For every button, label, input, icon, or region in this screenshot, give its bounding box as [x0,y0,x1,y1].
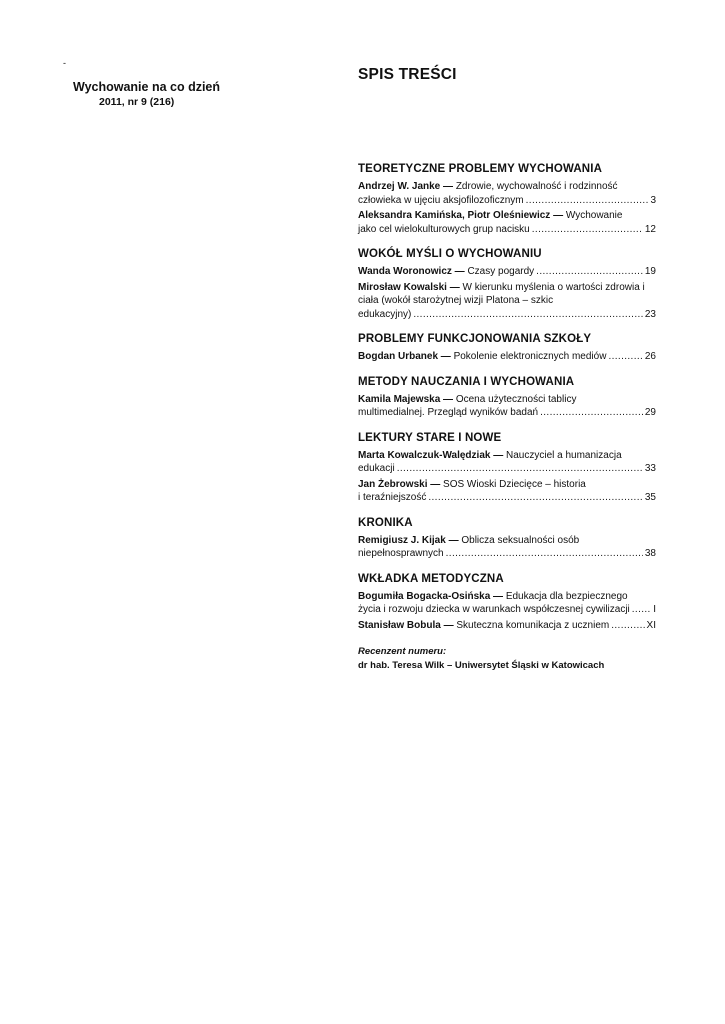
entry-last-text [358,491,426,505]
section-heading: KRONIKA [358,516,413,529]
entry-author: Wanda Woronowicz — [358,266,465,277]
reviewer-name: dr hab. Teresa Wilk – Uniwersytet Śląski w Katowicach [358,660,605,671]
toc-entry[interactable] [358,209,656,236]
leader-dots [540,406,643,420]
entry-last-text [358,619,609,633]
page-number: 26 [644,351,656,362]
entry-last-text [358,603,630,617]
entry-title: Zdrowie, wychowalność i rodzinność [455,181,618,192]
entry-last-line [358,194,656,208]
entry-last-line [358,462,656,476]
entry-title-end: niepełnosprawnych [358,548,444,559]
entry-last-line [358,547,656,561]
page-number: I [653,604,656,615]
toc-entry[interactable] [358,393,656,420]
entry-author: Mirosław Kowalski — [358,281,460,293]
entry-last-line [358,491,656,505]
margin-mark: - [63,58,66,68]
entry-title-end: edukacji [358,463,395,474]
toc-section [358,517,656,561]
entry-title-end: Skuteczna komunikacja z uczniem [456,619,610,631]
entry-title: Wychowanie [565,210,623,221]
toc-entry[interactable] [358,478,656,505]
leader-dots [526,194,649,208]
toc-section [358,432,656,505]
entry-last-text [358,308,411,322]
section-heading: METODY NAUCZANIA I WYCHOWANIA [358,375,575,388]
toc-entry[interactable] [358,619,656,633]
entry-title-end: Pokolenie elektronicznych mediów [453,351,607,362]
entry-title: W kierunku myślenia o wartości zdrowia i ciała (wokół starożytnej wizji Platona – szkic [358,281,645,306]
table-of-contents [358,163,656,671]
entry-author: Marta Kowalczuk-Walędziak — [358,449,504,461]
entry-last-text [358,547,444,561]
entry-title: Edukacja dla bezpiecznego [505,590,628,602]
entry-author: Kamila Majewska — [358,393,454,405]
entry-title: Ocena użyteczności tablicy [455,393,577,405]
page-number: 38 [644,548,656,559]
entry-last-text [358,350,606,364]
entry-author: Remigiusz J. Kijak — [358,534,459,546]
issue-reviewer [358,646,656,671]
page-number: 23 [644,308,656,320]
leader-dots [397,462,643,476]
entry-last-line [358,308,656,322]
toc-title: SPIS TREŚCI [358,66,457,83]
reviewer-heading: Recenzent numeru: [358,646,447,657]
entry-author: Stanisław Bobula — [358,619,454,631]
toc-section [358,573,656,633]
entry-title-end: człowieka w ujęciu aksjofilozoficznym [358,194,524,206]
entry-title-end: multimedialnej. Przegląd wyników badań [358,407,539,418]
page-number: 12 [644,223,656,235]
toc-entry[interactable] [358,265,656,279]
section-heading: PROBLEMY FUNKCJONOWANIA SZKOŁY [358,333,592,345]
journal-issue: 2011, nr 9 (216) [99,96,175,108]
toc-section [358,376,656,420]
entry-first-lines [358,281,656,308]
entry-last-text [358,194,524,208]
section-heading: WOKÓŁ MYŚLI O WYCHOWANIU [358,248,542,260]
toc-entry[interactable] [358,449,656,476]
toc-entry[interactable] [358,180,656,207]
entry-author: Andrzej W. Janke — [358,181,454,192]
entry-first-lines [358,393,656,407]
entry-title-end: edukacyjny) [358,308,412,320]
section-heading: WKŁADKA METODYCZNA [358,572,504,585]
entry-last-line [358,406,656,420]
toc-section [358,248,656,321]
toc-section [358,163,656,236]
entry-first-lines [358,478,656,492]
entry-author: Bogumiła Bogacka-Osińska — [358,590,504,602]
journal-header [73,80,243,108]
leader-dots [536,265,643,279]
entry-first-lines [358,209,656,223]
toc-sections [358,163,656,632]
page-number: 19 [644,266,656,277]
toc-entry[interactable] [358,350,656,364]
entry-first-lines [358,449,656,463]
entry-author: Jan Żebrowski — [358,478,441,490]
entry-first-lines [358,534,656,548]
entry-author: Bogdan Urbanek — [358,351,451,362]
toc-entry[interactable] [358,534,656,561]
leader-dots [611,619,644,633]
entry-title-end: Czasy pogardy [467,266,535,277]
entry-title: SOS Wioski Dziecięce – historia [443,478,586,490]
leader-dots [608,350,642,364]
toc-entry[interactable] [358,590,656,617]
entry-last-line [358,350,656,364]
section-heading: TEORETYCZNE PROBLEMY WYCHOWANIA [358,163,603,175]
entry-first-lines [358,590,656,604]
entry-last-text [358,223,530,237]
journal-name: Wychowanie na co dzień [73,80,221,94]
page-number: 33 [644,463,656,474]
page-number: XI [646,619,656,631]
leader-dots [446,547,643,561]
entry-first-lines [358,180,656,194]
section-heading: LEKTURY STARE I NOWE [358,431,502,444]
entry-last-line [358,223,656,237]
entry-last-line [358,603,656,617]
page-number: 29 [644,407,656,418]
leader-dots [413,308,643,322]
page-number: 35 [644,492,656,503]
toc-section [358,333,656,364]
entry-last-text [358,406,538,420]
entry-title-end: jako cel wielokulturowych grup nacisku [358,223,530,235]
leader-dots [532,223,643,237]
entry-last-text [358,265,534,279]
entry-author: Aleksandra Kamińska, Piotr Oleśniewicz — [358,210,564,221]
entry-title-end: życia i rozwoju dziecka w warunkach współczesnej cywilizacji [358,604,630,615]
toc-entry[interactable] [358,281,656,322]
page-number: 3 [650,194,656,206]
leader-dots [632,603,651,617]
entry-title: Nauczyciel a humanizacja [506,449,622,461]
entry-title-end: i teraźniejszość [358,492,427,503]
entry-last-line [358,265,656,279]
leader-dots [428,491,643,505]
entry-title: Oblicza seksualności osób [461,534,580,546]
entry-last-text [358,462,395,476]
entry-last-line [358,619,656,633]
